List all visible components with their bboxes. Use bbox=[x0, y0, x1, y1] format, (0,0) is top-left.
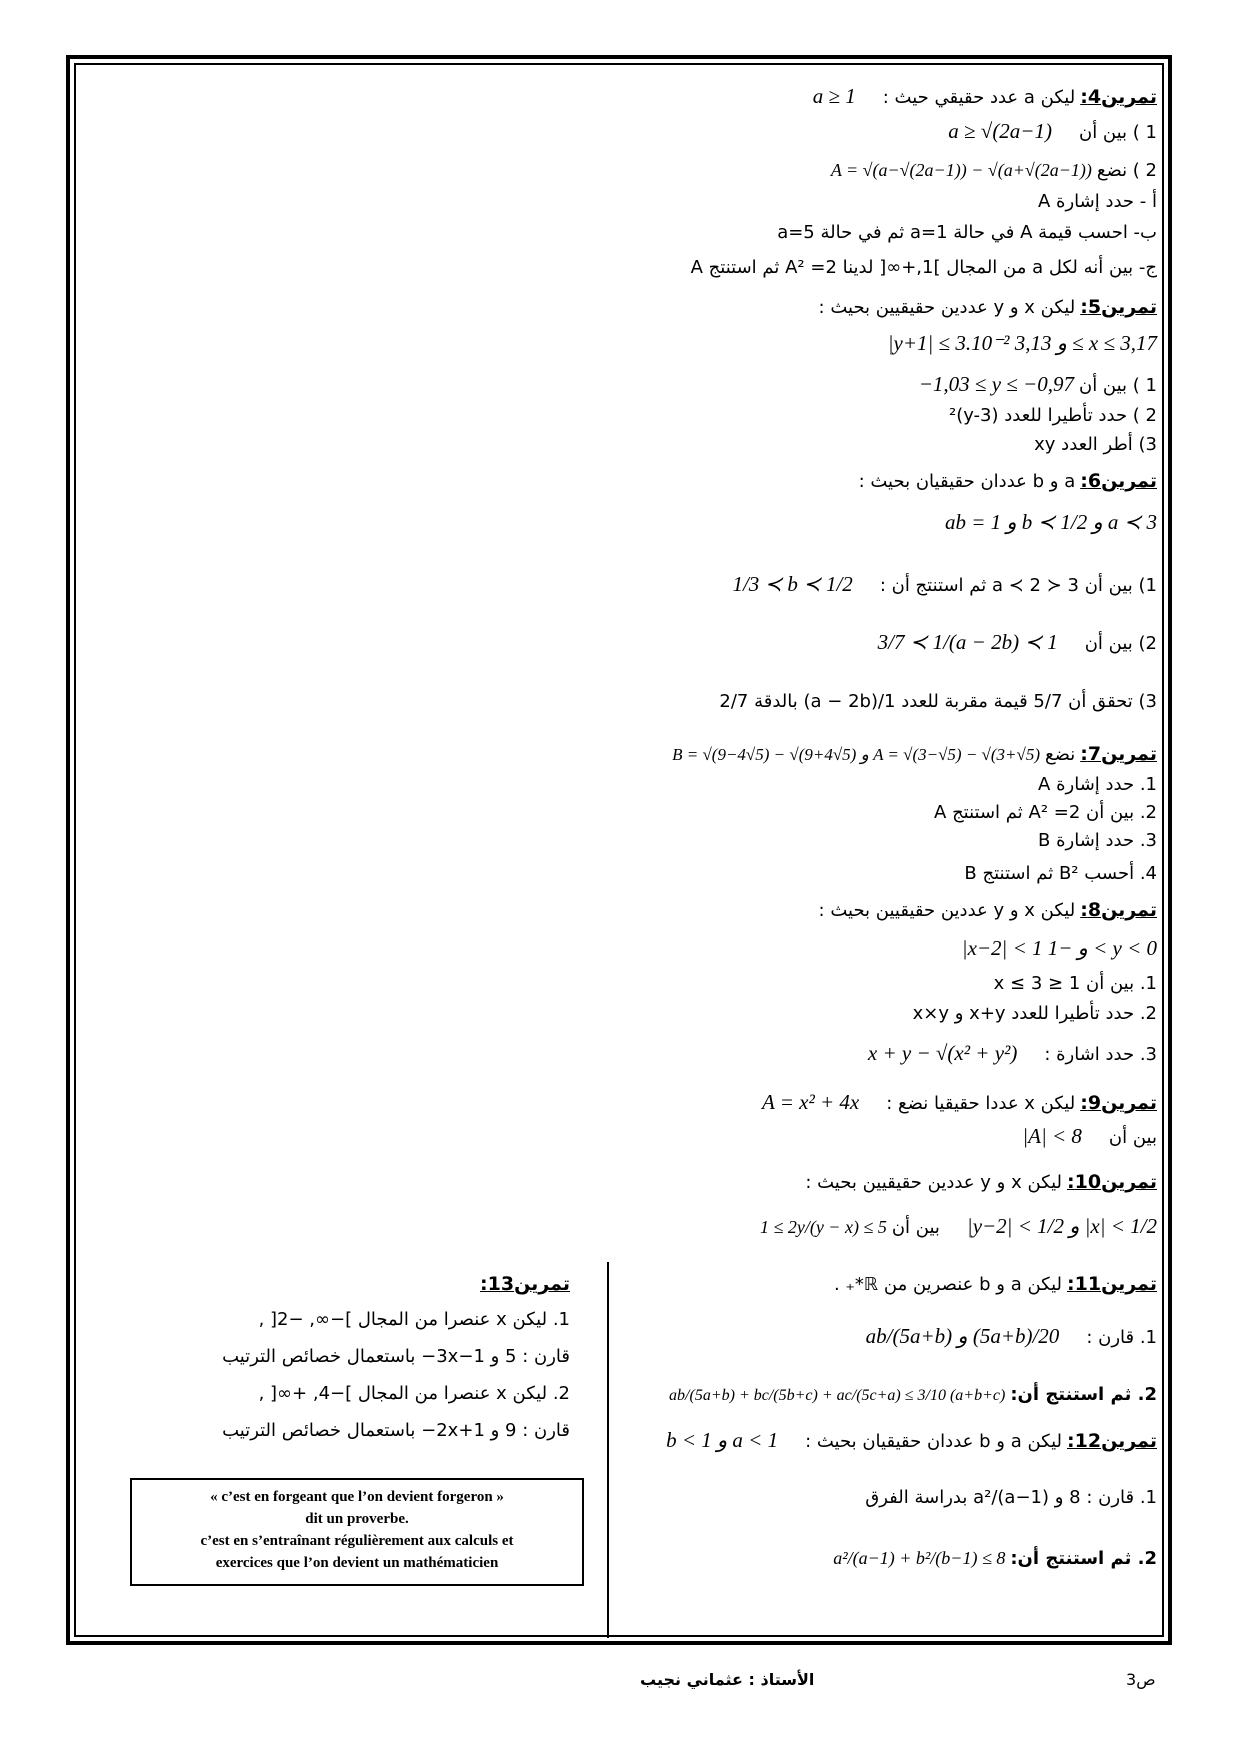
ex8-title: تمرين8: bbox=[1080, 899, 1157, 921]
ex11-heading bbox=[834, 1272, 1157, 1297]
ex6-q1-math: 1/3 ≺ b ≺ 1/2 bbox=[732, 572, 853, 596]
ex4-q2-math: A = √(a−√(2a−1)) − √(a+√(2a−1)) bbox=[830, 160, 1092, 180]
ex11-q2-math: ab/(5a+b) + bc/(5b+c) + ac/(5c+a) ≤ 3/10 (a+b+c) bbox=[669, 1387, 1006, 1404]
ex7-title: تمرين7: bbox=[1080, 743, 1157, 765]
ex4-intro: ليكن a عدد حقيقي حيث : bbox=[882, 87, 1076, 108]
ex7-intro: نضع bbox=[1045, 744, 1076, 765]
ex5-title: تمرين5: bbox=[1080, 296, 1157, 318]
ex7-q2: 2. بين أن A² =2 ثم استنتج A bbox=[934, 802, 1157, 823]
ex11-q1 bbox=[866, 1324, 1157, 1350]
ex13-q2: 2. ليكن x عنصرا من المجال ]−4, +∞[ , bbox=[258, 1383, 570, 1404]
ex12-q2-math: a²/(a−1) + b²/(b−1) ≤ 8 bbox=[833, 1548, 1006, 1568]
ex11-q2-text: 2. ثم استنتج أن: bbox=[1010, 1384, 1157, 1405]
proverb-line-1: « c’est en forgeant que l’on devient forgeron » bbox=[210, 1489, 504, 1505]
ex7-definitions: B = √(9−4√5) − √(9+4√5) و A = √(3−√5) − √(3+√5) bbox=[672, 745, 1041, 764]
proverb-line-4: exercices que l’on devient un mathématicien bbox=[215, 1555, 499, 1571]
ex4-qb: ب- احسب قيمة A في حالة a=1 ثم في حالة a=5 bbox=[777, 222, 1157, 243]
teacher-name: الأستاذ : عثماني نجيب bbox=[640, 1670, 815, 1689]
ex12-condition: b < 1 و a < 1 bbox=[666, 1428, 779, 1452]
ex11-q2 bbox=[669, 1382, 1157, 1408]
ex13-q2b: قارن : 9 و 1+2x− باستعمال خصائص الترتيب bbox=[222, 1420, 570, 1441]
ex7-q1: 1. حدد إشارة A bbox=[1038, 774, 1157, 795]
ex12-intro: ليكن a و b عددان حقيقيان بحيث : bbox=[805, 1431, 1062, 1452]
ex5-intro: ليكن x و y عددين حقيقيين بحيث : bbox=[818, 297, 1076, 318]
ex12-heading bbox=[666, 1428, 1157, 1454]
ex12-q2-text: 2. ثم استنتج أن: bbox=[1010, 1548, 1157, 1569]
ex5-q1 bbox=[919, 372, 1157, 398]
column-divider bbox=[607, 1262, 609, 1638]
ex5-q3: 3) أطر العدد xy bbox=[1034, 434, 1157, 455]
ex10-heading bbox=[805, 1170, 1157, 1195]
ex13-q1b: قارن : 5 و 1−3x− باستعمال خصائص الترتيب bbox=[222, 1346, 570, 1367]
ex10-condition-line bbox=[760, 1214, 1157, 1240]
ex6-condition-line bbox=[945, 510, 1157, 535]
ex5-condition-line bbox=[888, 331, 1157, 356]
ex13-q1: 1. ليكن x عنصرا من المجال ]−∞, −2[ , bbox=[258, 1309, 570, 1330]
ex6-q1 bbox=[732, 572, 1157, 598]
ex5-condition: |y+1| ≤ 3.10⁻² و 3,13 ≤ x ≤ 3,17 bbox=[887, 331, 1157, 355]
ex6-q1-text: 1) بين أن 3 ≺ a ≺ 2 ثم استنتج أن : bbox=[879, 575, 1157, 596]
ex4-q1-text: 1 ) بين أن bbox=[1078, 122, 1157, 143]
ex10-q1-text: بين أن bbox=[891, 1217, 940, 1238]
ex4-q1-math: a ≥ √(2a−1) bbox=[948, 119, 1052, 143]
ex4-q1 bbox=[948, 119, 1157, 145]
ex8-condition: |x−2| < 1 و −1 < y < 0 bbox=[961, 936, 1157, 960]
ex8-intro: ليكن x و y عددين حقيقيين بحيث : bbox=[818, 900, 1076, 921]
ex4-q2-text: 2 ) نضع bbox=[1096, 160, 1157, 181]
ex12-q2 bbox=[833, 1546, 1157, 1571]
ex6-q2-text: 2) بين أن bbox=[1084, 633, 1157, 654]
ex11-q1-math: ab/(5a+b) و (5a+b)/20 bbox=[865, 1324, 1060, 1348]
ex5-q2: 2 ) حدد تأطيرا للعدد (y-3)² bbox=[948, 405, 1157, 426]
ex9-title: تمرين9: bbox=[1080, 1092, 1157, 1114]
ex6-intro: a و b عددان حقيقيان بحيث : bbox=[858, 471, 1076, 492]
ex9-q1 bbox=[1022, 1124, 1157, 1150]
page-number: ص3 bbox=[1126, 1670, 1156, 1689]
ex13-heading bbox=[92, 1272, 570, 1296]
ex6-heading bbox=[859, 469, 1157, 494]
ex9-definition: A = x² + 4x bbox=[762, 1090, 860, 1114]
ex6-q2 bbox=[878, 630, 1157, 656]
ex10-condition: |y−2| < 1/2 و |x| < 1/2 bbox=[966, 1214, 1157, 1238]
ex5-q1-text: 1 ) بين أن bbox=[1078, 375, 1157, 396]
ex9-q1-math: |A| < 8 bbox=[1022, 1124, 1082, 1148]
ex10-intro: ليكن x و y عددين حقيقيين بحيث : bbox=[805, 1172, 1062, 1193]
ex5-heading bbox=[819, 295, 1157, 320]
ex12-q1: 1. قارن : 8 و a²/(a−1) بدراسة الفرق bbox=[865, 1487, 1157, 1508]
ex8-heading bbox=[819, 898, 1157, 923]
ex6-title: تمرين6: bbox=[1080, 470, 1157, 492]
ex6-q2-math: 3/7 ≺ 1/(a − 2b) ≺ 1 bbox=[877, 630, 1058, 654]
ex4-title: تمرين4: bbox=[1080, 86, 1157, 108]
ex9-heading bbox=[762, 1090, 1157, 1116]
ex11-intro: ليكن a و b عنصرين من ℝ*₊ . bbox=[833, 1274, 1062, 1295]
ex8-q3-text: 3. حدد اشارة : bbox=[1044, 1044, 1157, 1065]
proverb-line-3: c’est en s’entraînant régulièrement aux calculs et bbox=[200, 1533, 514, 1549]
ex4-qa: أ - حدد إشارة A bbox=[1038, 191, 1157, 212]
ex9-intro: ليكن x عددا حقيقيا نضع : bbox=[886, 1093, 1076, 1114]
ex4-qc: ج- بين أنه لكل a من المجال ]1,+∞[ لدينا A² =2 ثم استنتج A bbox=[690, 257, 1157, 278]
ex13-title: تمرين13: bbox=[480, 1273, 570, 1295]
ex10-q1-math: 1 ≤ 2y/(y − x) ≤ 5 bbox=[759, 1217, 887, 1237]
ex11-q1-text: 1. قارن : bbox=[1086, 1327, 1157, 1348]
ex8-q3 bbox=[868, 1041, 1157, 1067]
ex7-heading bbox=[672, 742, 1157, 767]
ex7-q4: 4. أحسب B² ثم استنتج B bbox=[964, 863, 1157, 884]
ex8-condition-line bbox=[962, 936, 1157, 961]
ex10-title: تمرين10: bbox=[1067, 1171, 1157, 1193]
ex12-title: تمرين12: bbox=[1067, 1430, 1157, 1452]
proverb-box bbox=[130, 1478, 584, 1586]
ex11-title: تمرين11: bbox=[1067, 1273, 1157, 1295]
ex6-q3: 3) تحقق أن 5/7 قيمة مقربة للعدد 1/(a − 2b) بالدقة 2/7 bbox=[719, 691, 1157, 712]
ex8-q2: 2. حدد تأطيرا للعدد x+y و x×y bbox=[912, 1003, 1157, 1024]
ex7-q3: 3. حدد إشارة B bbox=[1038, 830, 1157, 851]
ex5-q1-math: −1,03 ≤ y ≤ −0,97 bbox=[918, 372, 1074, 396]
ex4-q2 bbox=[831, 158, 1157, 183]
ex4-heading bbox=[813, 84, 1157, 110]
ex6-condition: ab = 1 و b ≺ 1/2 و a ≺ 3 bbox=[944, 510, 1157, 534]
ex4-condition: a ≥ 1 bbox=[812, 84, 856, 108]
ex9-q1-text: بين أن bbox=[1108, 1127, 1157, 1148]
ex8-q1: 1. بين أن 1 ≤ x ≤ 3 bbox=[993, 973, 1157, 994]
proverb-line-2: dit un proverbe. bbox=[305, 1511, 409, 1527]
ex8-q3-math: x + y − √(x² + y²) bbox=[867, 1041, 1018, 1065]
